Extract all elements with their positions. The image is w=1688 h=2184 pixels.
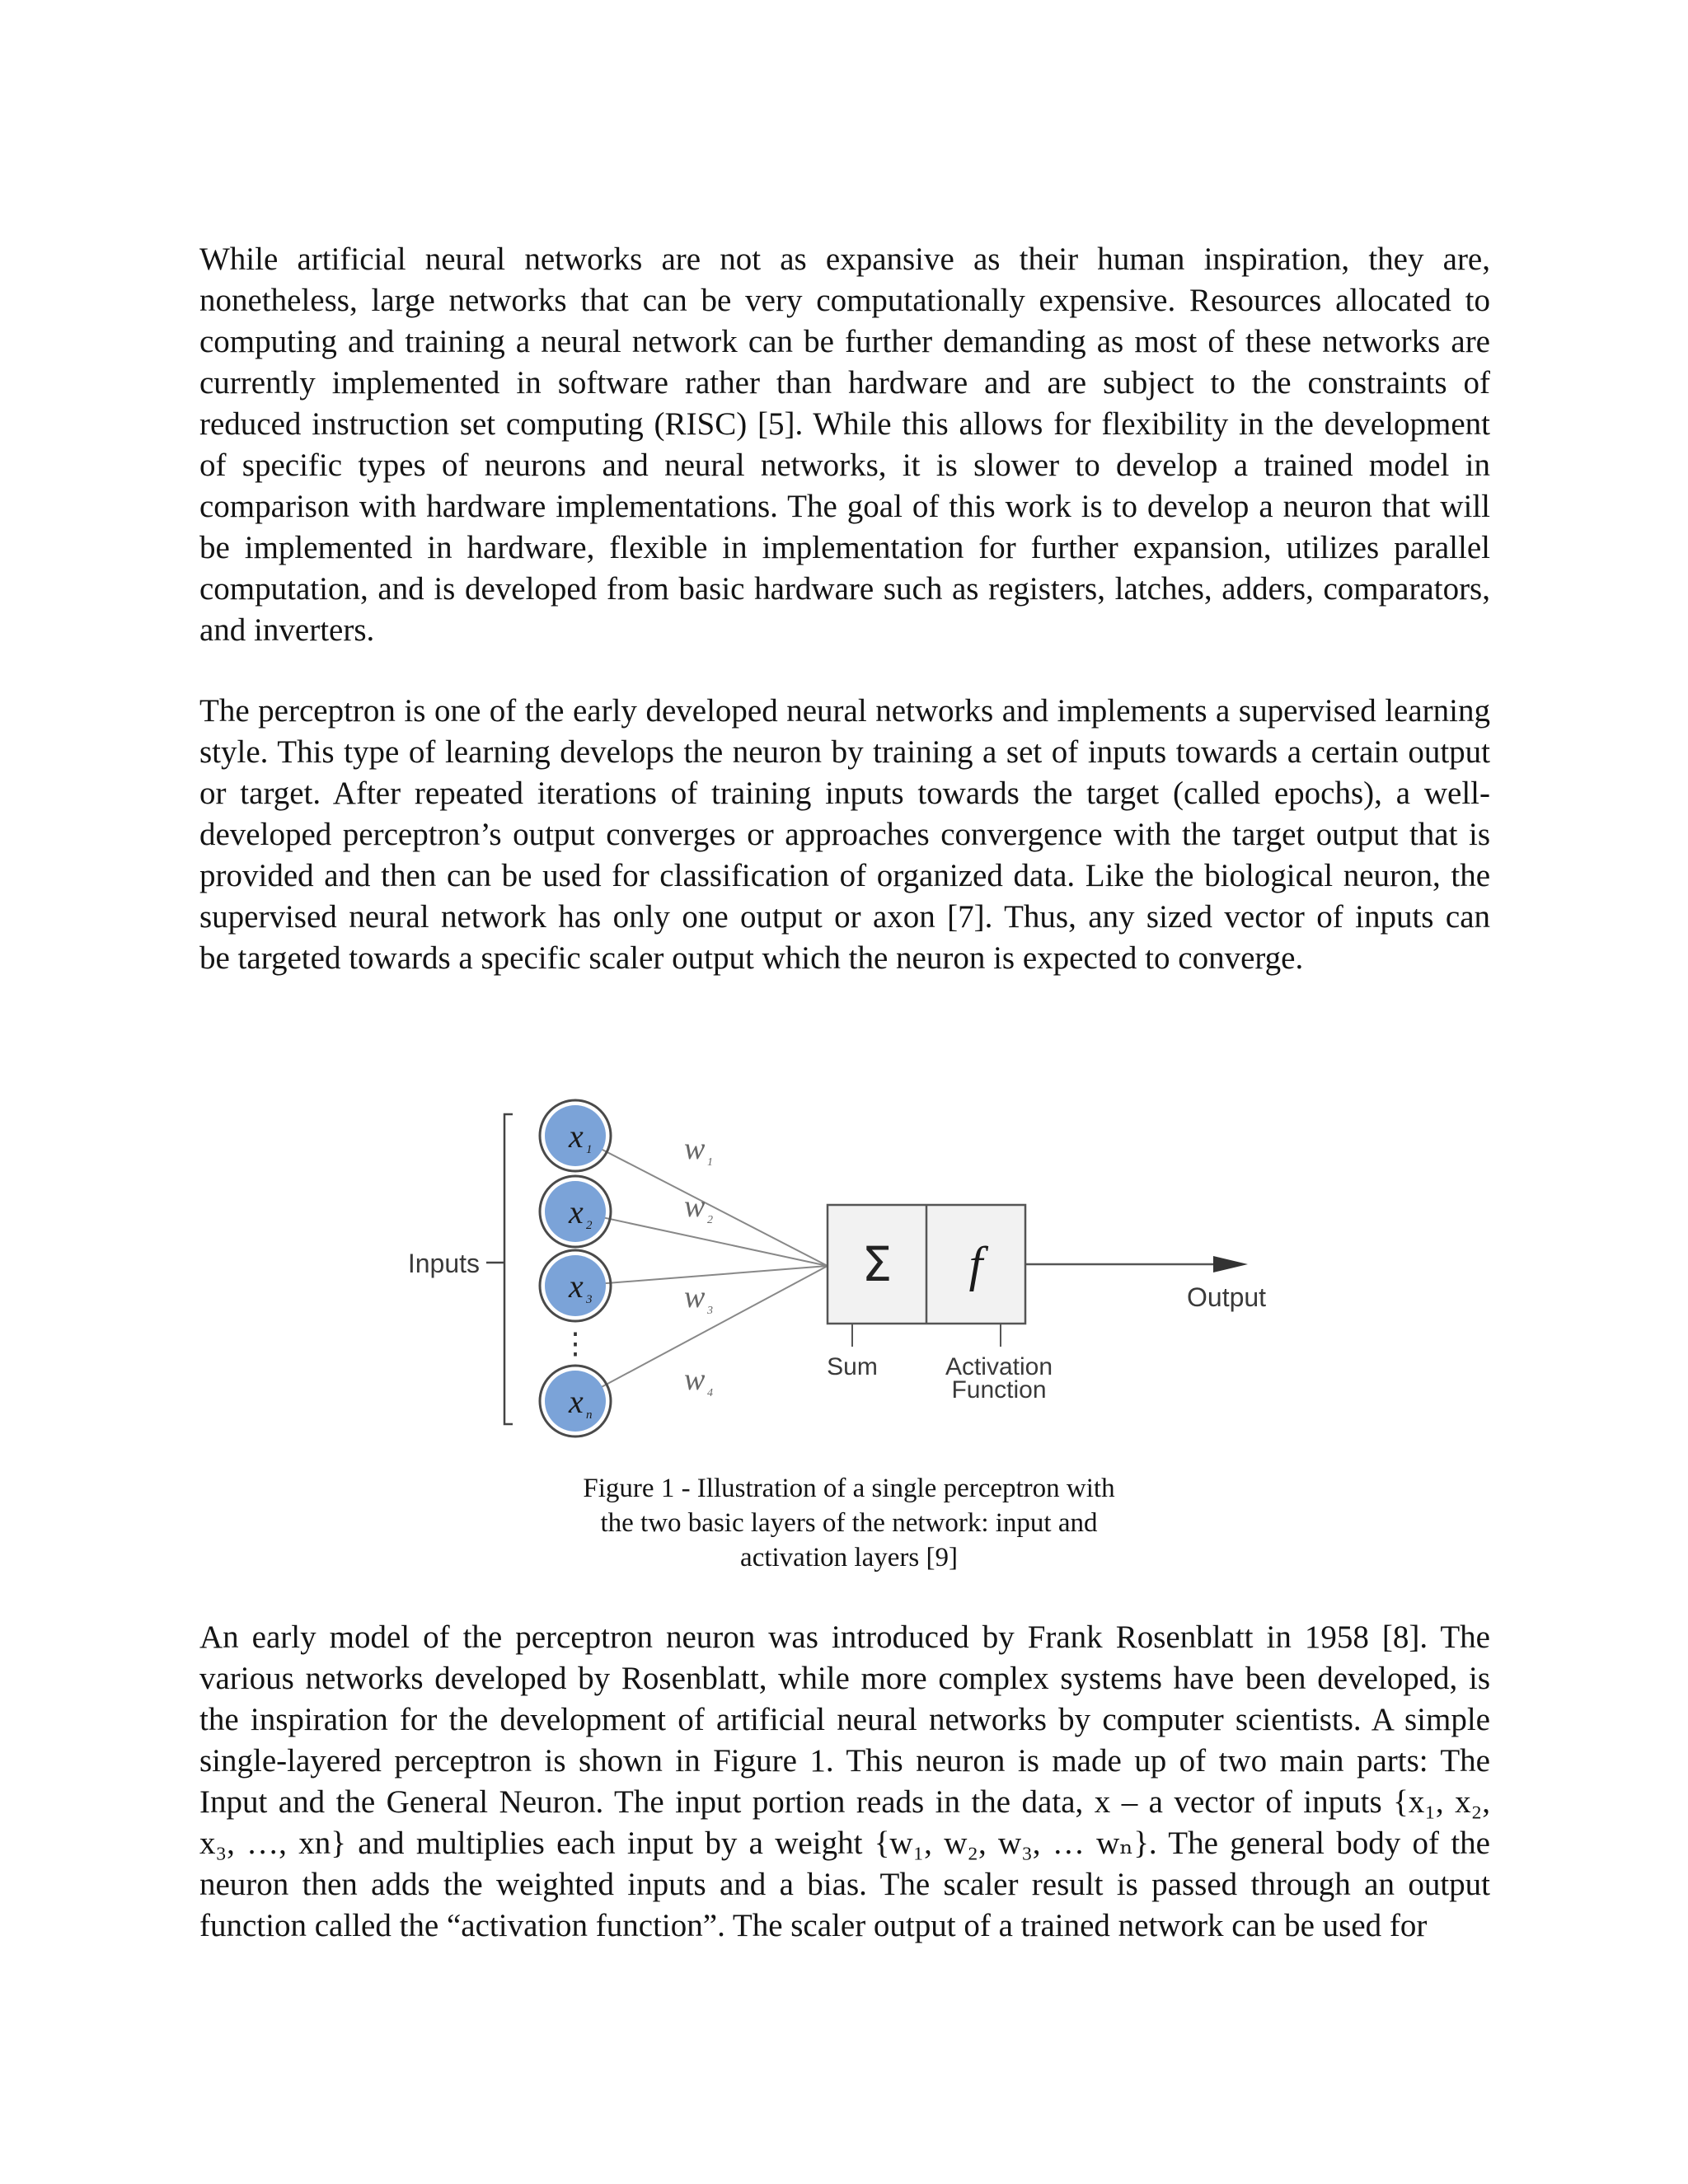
weight-4 xyxy=(684,1362,713,1399)
svg-text:w: w xyxy=(684,1189,706,1224)
output-label: Output xyxy=(1187,1282,1267,1312)
paragraph-line: x₃, …, xn} and multiplies each input by a weight {w₁, w₂, w₃, … wₙ}. The general body of the xyxy=(199,1825,1490,1861)
paragraph-1 xyxy=(199,239,1490,651)
svg-text:x: x xyxy=(569,1383,584,1420)
paragraph-line: computation, and is developed from basic hardware such as registers, latches, adders, comparators, xyxy=(199,571,1490,607)
paragraph-line: Input and the General Neuron. The input portion reads in the data, x – a vector of inputs {x₁, x₂, xyxy=(199,1784,1490,1820)
sum-label: Sum xyxy=(827,1353,878,1380)
paragraph-line: or target. After repeated iterations of training inputs towards the target (called epochs), a well- xyxy=(199,776,1490,811)
paragraph-line: the inspiration for the development of artificial neural networks by computer scientists. A simple xyxy=(199,1702,1490,1737)
svg-text:n: n xyxy=(586,1408,593,1422)
perceptron-diagram xyxy=(396,1071,1302,1451)
sum-symbol: Σ xyxy=(861,1236,893,1292)
ellipsis-dots: ⋮ xyxy=(560,1327,590,1360)
input-node-2 xyxy=(540,1176,611,1247)
paragraph-line: reduced instruction set computing (RISC) [5]. While this allows for flexibility in the development xyxy=(199,406,1490,442)
paragraph-line: be implemented in hardware, flexible in implementation for further expansion, utilizes parallel xyxy=(199,530,1490,565)
paragraph-line: An early model of the perceptron neuron was introduced by Frank Rosenblatt in 1958 [8]. The xyxy=(199,1619,1490,1655)
svg-text:1: 1 xyxy=(707,1156,713,1169)
inputs-label: Inputs xyxy=(407,1249,480,1278)
svg-text:3: 3 xyxy=(707,1305,713,1317)
paragraph-line: and inverters. xyxy=(199,612,375,648)
paragraph-line: The perceptron is one of the early developed neural networks and implements a supervised learning xyxy=(199,693,1490,729)
inputs-bracket xyxy=(504,1114,513,1424)
activation-symbol: f xyxy=(968,1237,983,1291)
figure-caption xyxy=(560,1471,1137,1575)
caption-line: the two basic layers of the network: input and xyxy=(600,1508,1098,1538)
caption-line: activation layers [9] xyxy=(740,1543,958,1572)
input-node-n xyxy=(540,1366,611,1436)
caption-line: Figure 1 - Illustration of a single perceptron with xyxy=(583,1474,1115,1503)
svg-text:x: x xyxy=(569,1268,584,1305)
paragraph-3 xyxy=(199,1617,1490,1947)
paragraph-line: While artificial neural networks are not as expansive as their human inspiration, they are, xyxy=(199,241,1490,277)
svg-text:1: 1 xyxy=(586,1143,593,1156)
svg-text:3: 3 xyxy=(586,1293,593,1306)
perceptron-figure xyxy=(396,1071,1302,1451)
input-node-1 xyxy=(540,1100,611,1171)
svg-text:w: w xyxy=(684,1280,706,1315)
paragraph-line: nonetheless, large networks that can be very computationally expensive. Resources allocated to xyxy=(199,283,1490,318)
weight-3 xyxy=(684,1280,713,1317)
paragraph-2 xyxy=(199,691,1490,979)
svg-text:x: x xyxy=(569,1118,584,1155)
paragraph-line: supervised neural network has only one output or axon [7]. Thus, any sized vector of inputs can xyxy=(199,899,1490,935)
svg-text:w: w xyxy=(684,1132,706,1166)
paragraph-line: various networks developed by Rosenblatt, while more complex systems have been developed, is xyxy=(199,1661,1490,1696)
paragraph-line: of specific types of neurons and neural networks, it is slower to develop a trained model in xyxy=(199,448,1490,483)
weight-2 xyxy=(684,1189,713,1226)
paragraph-line: developed perceptron’s output converges or approaches convergence with the target output that is xyxy=(199,817,1490,852)
paragraph-line: be targeted towards a specific scaler output which the neuron is expected to converge. xyxy=(199,940,1304,976)
paragraph-line: single-layered perceptron is shown in Figure 1. This neuron is made up of two main parts: The xyxy=(199,1743,1490,1779)
svg-text:4: 4 xyxy=(707,1387,713,1399)
paragraph-line: function called the “activation function”. The scaler output of a trained network can be used for xyxy=(199,1908,1428,1943)
paragraph-line: style. This type of learning develops the neuron by training a set of inputs towards a certain output xyxy=(199,734,1490,770)
paragraph-line: computing and training a neural network can be further demanding as most of these networks are xyxy=(199,324,1490,359)
paragraph-line: provided and then can be used for classification of organized data. Like the biological neuron, the xyxy=(199,858,1490,893)
paragraph-line: comparison with hardware implementations. The goal of this work is to develop a neuron that will xyxy=(199,489,1490,524)
svg-text:2: 2 xyxy=(586,1219,593,1232)
paragraph-line: neuron then adds the weighted inputs and a bias. The scaler result is passed through an output xyxy=(199,1867,1490,1902)
svg-text:w: w xyxy=(684,1362,706,1397)
input-node-3 xyxy=(540,1250,611,1321)
svg-text:x: x xyxy=(569,1193,584,1230)
svg-text:2: 2 xyxy=(707,1214,713,1226)
paragraph-line: currently implemented in software rather than hardware and are subject to the constraints of xyxy=(199,365,1490,401)
activation-label-line2: Function xyxy=(951,1376,1047,1404)
output-arrowhead xyxy=(1213,1256,1248,1272)
activation-label-line1: Activation xyxy=(945,1353,1053,1380)
weight-1 xyxy=(684,1132,713,1169)
